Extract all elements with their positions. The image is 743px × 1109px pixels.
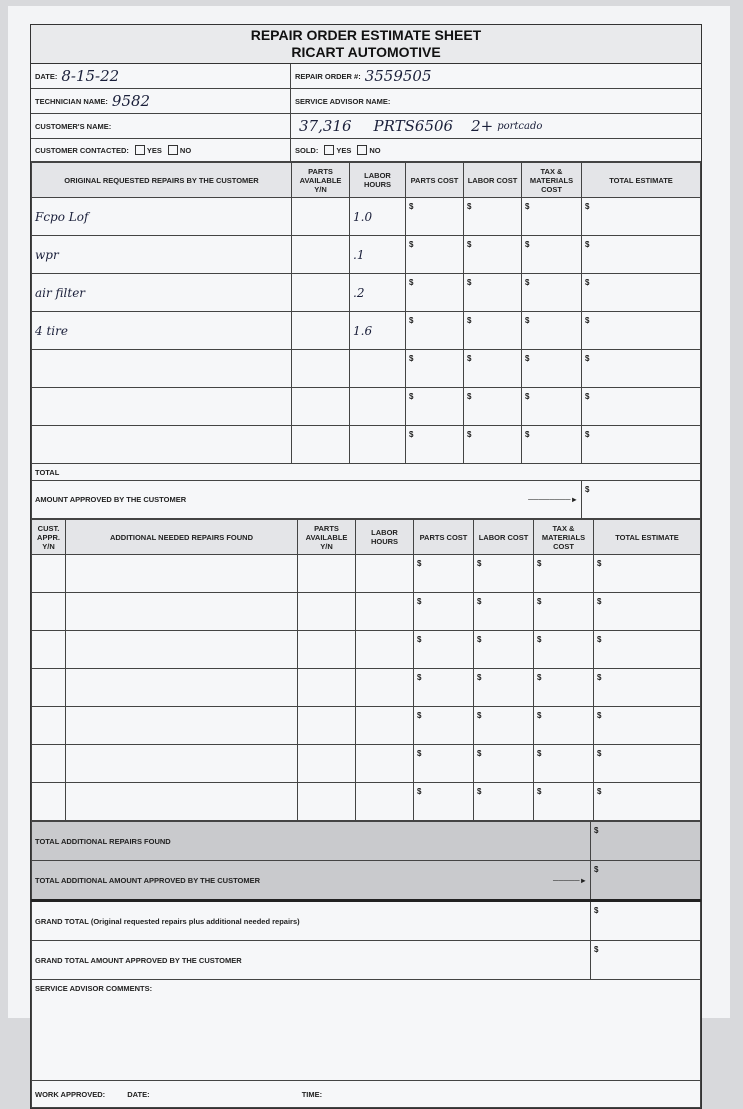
labor-hours-cell[interactable] bbox=[350, 388, 406, 426]
original-repair-row bbox=[32, 426, 701, 464]
labor-hours-cell[interactable] bbox=[350, 350, 406, 388]
labor-hours-cell[interactable]: 1.0 bbox=[350, 198, 406, 236]
parts-available-cell[interactable] bbox=[292, 274, 350, 312]
title-line-1: REPAIR ORDER ESTIMATE SHEET bbox=[250, 27, 482, 43]
labor-cost-cell[interactable]: $ bbox=[464, 312, 522, 350]
technician-value: 9582 bbox=[111, 92, 151, 110]
additional-repair-description[interactable] bbox=[66, 555, 298, 593]
labor-cost-cell[interactable]: $ bbox=[464, 274, 522, 312]
additional-repair-description[interactable] bbox=[66, 745, 298, 783]
total-additional-label: TOTAL ADDITIONAL REPAIRS FOUND bbox=[32, 822, 591, 861]
add-tax-materials-cell[interactable]: $ bbox=[534, 783, 594, 821]
additional-repair-description[interactable] bbox=[66, 707, 298, 745]
total-estimate-cell[interactable]: $ bbox=[582, 426, 701, 464]
header-cust-appr: CUST. APPR. Y/N bbox=[32, 520, 66, 555]
work-approved-field[interactable] bbox=[32, 1081, 701, 1108]
total-label: TOTAL bbox=[32, 464, 701, 481]
labor-cost-cell[interactable]: $ bbox=[464, 236, 522, 274]
total-estimate-cell[interactable]: $ bbox=[582, 350, 701, 388]
header-parts-cost: PARTS COST bbox=[406, 163, 464, 198]
form-title bbox=[31, 25, 701, 64]
service-advisor-label: SERVICE ADVISOR NAME: bbox=[295, 96, 391, 106]
original-repair-row bbox=[32, 236, 701, 274]
add-labor-cost-cell[interactable]: $ bbox=[474, 745, 534, 783]
totals-table bbox=[31, 821, 701, 1108]
add-parts-available-cell[interactable] bbox=[298, 593, 356, 631]
header-add-tax-materials: TAX & MATERIALS COST bbox=[534, 520, 594, 555]
cust-appr-cell[interactable] bbox=[32, 631, 66, 669]
parts-available-cell[interactable] bbox=[292, 198, 350, 236]
arrow-right-icon: ────────► bbox=[528, 495, 578, 504]
add-labor-hours-cell[interactable] bbox=[356, 631, 414, 669]
add-parts-cost-cell[interactable]: $ bbox=[414, 631, 474, 669]
add-parts-cost-cell[interactable]: $ bbox=[414, 555, 474, 593]
repair-description[interactable] bbox=[32, 350, 292, 388]
repair-description[interactable]: 4 tire bbox=[32, 312, 292, 350]
add-total-estimate-cell[interactable]: $ bbox=[594, 669, 701, 707]
repair-description[interactable]: Fcpo Lof bbox=[32, 198, 292, 236]
add-parts-cost-cell[interactable]: $ bbox=[414, 669, 474, 707]
add-tax-materials-cell[interactable]: $ bbox=[534, 745, 594, 783]
arrow-right-icon: ─────► bbox=[553, 875, 587, 885]
service-advisor-comments[interactable] bbox=[32, 980, 701, 1081]
additional-repair-description[interactable] bbox=[66, 631, 298, 669]
cust-appr-cell[interactable] bbox=[32, 669, 66, 707]
total-additional-row bbox=[32, 822, 701, 861]
date-field[interactable] bbox=[31, 64, 291, 88]
add-parts-available-cell[interactable] bbox=[298, 745, 356, 783]
work-time-label: TIME: bbox=[301, 1089, 323, 1099]
additional-repair-row bbox=[32, 631, 701, 669]
add-labor-cost-cell[interactable]: $ bbox=[474, 669, 534, 707]
additional-repair-row bbox=[32, 555, 701, 593]
grand-total-approved-label: GRAND TOTAL AMOUNT APPROVED BY THE CUSTOMER bbox=[32, 941, 591, 980]
parts-available-cell[interactable] bbox=[292, 426, 350, 464]
add-parts-available-cell[interactable] bbox=[298, 669, 356, 707]
labor-cost-cell[interactable]: $ bbox=[464, 350, 522, 388]
add-labor-hours-cell[interactable] bbox=[356, 669, 414, 707]
tax-materials-cell[interactable]: $ bbox=[522, 198, 582, 236]
additional-repair-row bbox=[32, 707, 701, 745]
parts-cost-cell[interactable]: $ bbox=[406, 236, 464, 274]
original-repair-row bbox=[32, 388, 701, 426]
header-parts-available: PARTS AVAILABLE Y/N bbox=[292, 163, 350, 198]
cust-appr-cell[interactable] bbox=[32, 593, 66, 631]
tax-materials-cell[interactable]: $ bbox=[522, 274, 582, 312]
add-tax-materials-cell[interactable]: $ bbox=[534, 555, 594, 593]
total-additional-approved-row bbox=[32, 861, 701, 901]
vehicle-note: 2+ bbox=[471, 117, 494, 135]
add-parts-cost-cell[interactable]: $ bbox=[414, 707, 474, 745]
parts-available-cell[interactable] bbox=[292, 350, 350, 388]
additional-repair-row bbox=[32, 783, 701, 821]
add-labor-hours-cell[interactable] bbox=[356, 745, 414, 783]
comments-label: SERVICE ADVISOR COMMENTS: bbox=[35, 984, 153, 993]
additional-repair-description[interactable] bbox=[66, 593, 298, 631]
original-repair-row bbox=[32, 274, 701, 312]
grand-total-value[interactable]: $ bbox=[591, 901, 701, 941]
original-repair-row bbox=[32, 198, 701, 236]
add-tax-materials-cell[interactable]: $ bbox=[534, 631, 594, 669]
header-add-parts-available: PARTS AVAILABLE Y/N bbox=[298, 520, 356, 555]
additional-repairs-table bbox=[31, 519, 701, 821]
labor-cost-cell[interactable]: $ bbox=[464, 426, 522, 464]
customer-name-field[interactable] bbox=[31, 114, 291, 138]
add-total-estimate-cell[interactable]: $ bbox=[594, 555, 701, 593]
parts-cost-cell[interactable]: $ bbox=[406, 350, 464, 388]
grand-total-approved-value[interactable]: $ bbox=[591, 941, 701, 980]
vehicle-code: PRTS6506 bbox=[373, 117, 454, 135]
add-labor-cost-cell[interactable]: $ bbox=[474, 593, 534, 631]
add-parts-cost-cell[interactable]: $ bbox=[414, 593, 474, 631]
comments-row bbox=[32, 980, 701, 1081]
sold-yes-checkbox[interactable] bbox=[324, 145, 334, 155]
add-parts-cost-cell[interactable]: $ bbox=[414, 745, 474, 783]
add-labor-hours-cell[interactable] bbox=[356, 555, 414, 593]
add-total-estimate-cell[interactable]: $ bbox=[594, 745, 701, 783]
add-labor-hours-cell[interactable] bbox=[356, 707, 414, 745]
header-labor-cost: LABOR COST bbox=[464, 163, 522, 198]
customer-contacted-label: CUSTOMER CONTACTED: bbox=[35, 145, 129, 155]
contacted-row bbox=[31, 139, 701, 162]
tax-materials-cell[interactable]: $ bbox=[522, 236, 582, 274]
original-header-row bbox=[32, 163, 701, 198]
add-labor-hours-cell[interactable] bbox=[356, 783, 414, 821]
add-total-estimate-cell[interactable]: $ bbox=[594, 631, 701, 669]
repair-order-field[interactable] bbox=[291, 64, 701, 88]
repair-description[interactable]: air filter bbox=[32, 274, 292, 312]
work-date-label: DATE: bbox=[127, 1089, 150, 1099]
grand-total-approved-row bbox=[32, 941, 701, 980]
labor-hours-cell[interactable]: 1.6 bbox=[350, 312, 406, 350]
tax-materials-cell[interactable]: $ bbox=[522, 426, 582, 464]
tax-materials-cell[interactable]: $ bbox=[522, 388, 582, 426]
total-estimate-cell[interactable]: $ bbox=[582, 312, 701, 350]
date-label: DATE: bbox=[35, 71, 58, 81]
repair-order-label: REPAIR ORDER #: bbox=[295, 71, 361, 81]
header-original-repairs: ORIGINAL REQUESTED REPAIRS BY THE CUSTOMER bbox=[32, 163, 292, 198]
grand-total-label: GRAND TOTAL (Original requested repairs plus additional needed repairs) bbox=[32, 901, 591, 941]
cust-appr-cell[interactable] bbox=[32, 783, 66, 821]
customer-contacted-field bbox=[31, 139, 291, 161]
total-row bbox=[32, 464, 701, 481]
header-add-labor-cost: LABOR COST bbox=[474, 520, 534, 555]
amount-approved-label bbox=[32, 481, 582, 519]
cust-appr-cell[interactable] bbox=[32, 555, 66, 593]
sold-no-label: NO bbox=[369, 145, 381, 155]
header-additional-repairs: ADDITIONAL NEEDED REPAIRS FOUND bbox=[66, 520, 298, 555]
estimate-form bbox=[30, 24, 702, 1109]
parts-available-cell[interactable] bbox=[292, 388, 350, 426]
vehicle-info bbox=[291, 114, 701, 138]
total-additional-approved-value[interactable]: $ bbox=[591, 861, 701, 901]
parts-cost-cell[interactable]: $ bbox=[406, 426, 464, 464]
total-estimate-cell[interactable]: $ bbox=[582, 388, 701, 426]
add-parts-available-cell[interactable] bbox=[298, 555, 356, 593]
additional-header-row bbox=[32, 520, 701, 555]
vehicle-mileage: 37,316 bbox=[299, 117, 352, 135]
vehicle-note-2: portcado bbox=[497, 120, 543, 132]
repair-description[interactable] bbox=[32, 388, 292, 426]
additional-repair-row bbox=[32, 669, 701, 707]
total-additional-value[interactable]: $ bbox=[591, 822, 701, 861]
customer-row bbox=[31, 114, 701, 139]
add-labor-cost-cell[interactable]: $ bbox=[474, 555, 534, 593]
add-tax-materials-cell[interactable]: $ bbox=[534, 707, 594, 745]
total-estimate-cell[interactable]: $ bbox=[582, 198, 701, 236]
total-estimate-cell[interactable]: $ bbox=[582, 274, 701, 312]
customer-name-label: CUSTOMER'S NAME: bbox=[35, 121, 112, 131]
work-approved-label: WORK APPROVED: bbox=[35, 1089, 106, 1099]
add-parts-cost-cell[interactable]: $ bbox=[414, 783, 474, 821]
contacted-no-label: NO bbox=[179, 145, 192, 155]
repair-description[interactable]: wpr bbox=[32, 236, 292, 274]
add-total-estimate-cell[interactable]: $ bbox=[594, 707, 701, 745]
original-rows bbox=[32, 198, 701, 464]
original-repairs-table bbox=[31, 162, 701, 519]
amount-approved-value[interactable]: $ bbox=[582, 481, 701, 519]
labor-hours-cell[interactable]: .2 bbox=[350, 274, 406, 312]
total-additional-approved-label bbox=[32, 861, 591, 901]
parts-cost-cell[interactable]: $ bbox=[406, 198, 464, 236]
add-labor-cost-cell[interactable]: $ bbox=[474, 783, 534, 821]
contacted-yes-label: YES bbox=[146, 145, 162, 155]
add-labor-hours-cell[interactable] bbox=[356, 593, 414, 631]
additional-repair-row bbox=[32, 593, 701, 631]
original-repair-row bbox=[32, 350, 701, 388]
add-labor-cost-cell[interactable]: $ bbox=[474, 631, 534, 669]
work-approved-row bbox=[32, 1081, 701, 1108]
date-row bbox=[31, 64, 701, 89]
amount-approved-row bbox=[32, 481, 701, 519]
header-labor-hours: LABOR HOURS bbox=[350, 163, 406, 198]
technician-field[interactable] bbox=[31, 89, 291, 113]
add-labor-cost-cell[interactable]: $ bbox=[474, 707, 534, 745]
sold-yes-label: YES bbox=[336, 145, 352, 155]
additional-rows bbox=[32, 555, 701, 821]
date-value: 8-15-22 bbox=[61, 67, 120, 85]
parts-cost-cell[interactable]: $ bbox=[406, 312, 464, 350]
sold-label: SOLD: bbox=[295, 145, 319, 155]
repair-description[interactable] bbox=[32, 426, 292, 464]
labor-hours-cell[interactable] bbox=[350, 426, 406, 464]
contacted-no-checkbox[interactable] bbox=[168, 145, 178, 155]
service-advisor-field[interactable] bbox=[291, 89, 701, 113]
add-total-estimate-cell[interactable]: $ bbox=[594, 593, 701, 631]
total-estimate-cell[interactable]: $ bbox=[582, 236, 701, 274]
cust-appr-cell[interactable] bbox=[32, 745, 66, 783]
header-total-estimate: TOTAL ESTIMATE bbox=[582, 163, 701, 198]
add-parts-available-cell[interactable] bbox=[298, 707, 356, 745]
repair-order-value: 3559505 bbox=[364, 67, 432, 85]
add-total-estimate-cell[interactable]: $ bbox=[594, 783, 701, 821]
cust-appr-cell[interactable] bbox=[32, 707, 66, 745]
total-additional-approved-text: TOTAL ADDITIONAL AMOUNT APPROVED BY THE CUSTOMER bbox=[35, 875, 261, 885]
amount-approved-text: AMOUNT APPROVED BY THE CUSTOMER bbox=[35, 495, 187, 504]
additional-repair-description[interactable] bbox=[66, 669, 298, 707]
add-parts-available-cell[interactable] bbox=[298, 783, 356, 821]
title-line-2: RICART AUTOMOTIVE bbox=[291, 44, 441, 60]
grand-total-row bbox=[32, 901, 701, 941]
header-add-labor-hours: LABOR HOURS bbox=[356, 520, 414, 555]
sold-field bbox=[291, 139, 701, 161]
technician-row bbox=[31, 89, 701, 114]
add-parts-available-cell[interactable] bbox=[298, 631, 356, 669]
labor-cost-cell[interactable]: $ bbox=[464, 388, 522, 426]
sold-no-checkbox[interactable] bbox=[357, 145, 367, 155]
labor-hours-cell[interactable]: .1 bbox=[350, 236, 406, 274]
tax-materials-cell[interactable]: $ bbox=[522, 312, 582, 350]
header-tax-materials: TAX & MATERIALS COST bbox=[522, 163, 582, 198]
additional-repair-row bbox=[32, 745, 701, 783]
parts-available-cell[interactable] bbox=[292, 236, 350, 274]
tax-materials-cell[interactable]: $ bbox=[522, 350, 582, 388]
contacted-yes-checkbox[interactable] bbox=[135, 145, 145, 155]
parts-cost-cell[interactable]: $ bbox=[406, 274, 464, 312]
original-repair-row bbox=[32, 312, 701, 350]
add-tax-materials-cell[interactable]: $ bbox=[534, 669, 594, 707]
labor-cost-cell[interactable]: $ bbox=[464, 198, 522, 236]
parts-cost-cell[interactable]: $ bbox=[406, 388, 464, 426]
add-tax-materials-cell[interactable]: $ bbox=[534, 593, 594, 631]
paper-sheet bbox=[8, 6, 730, 1099]
additional-repair-description[interactable] bbox=[66, 783, 298, 821]
parts-available-cell[interactable] bbox=[292, 312, 350, 350]
header-add-total-estimate: TOTAL ESTIMATE bbox=[594, 520, 701, 555]
header-add-parts-cost: PARTS COST bbox=[414, 520, 474, 555]
technician-label: TECHNICIAN NAME: bbox=[35, 96, 108, 106]
